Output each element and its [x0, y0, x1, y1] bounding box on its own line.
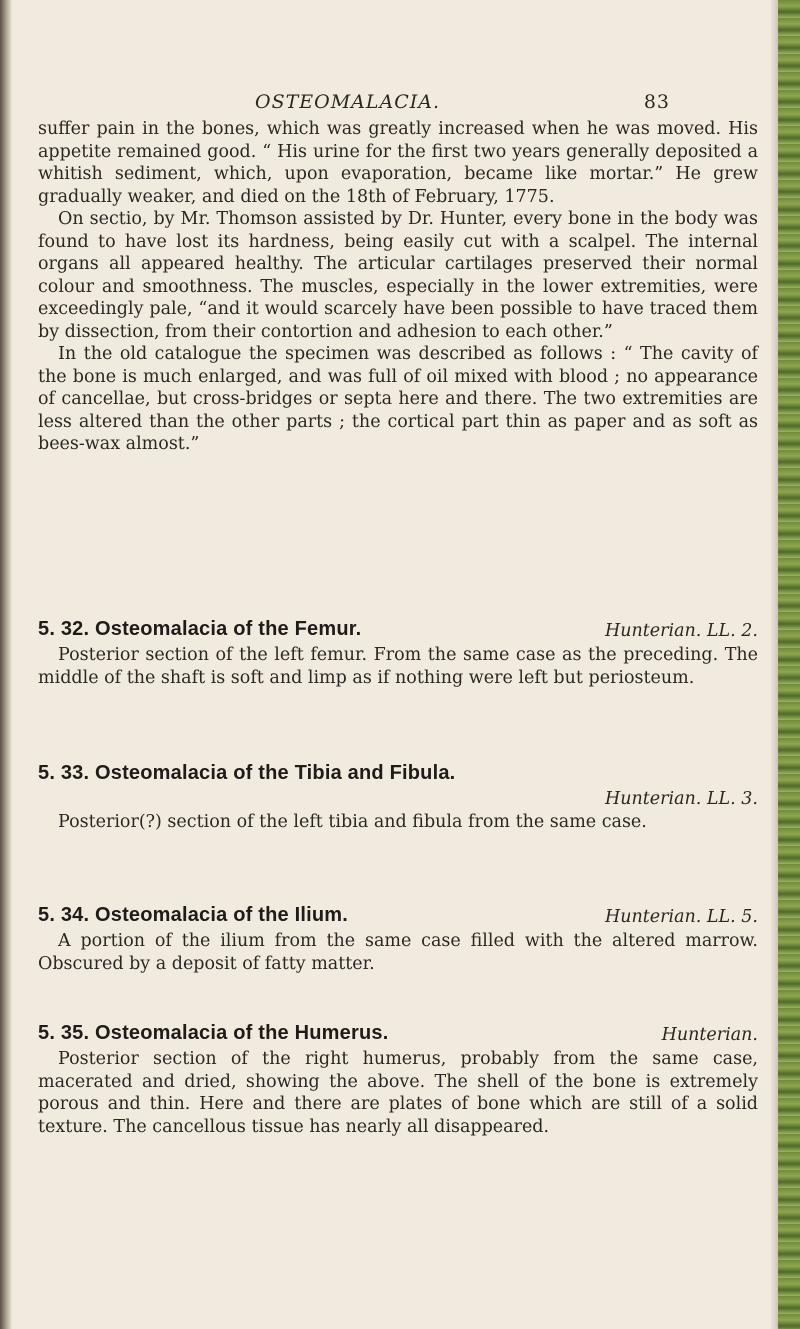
specimen-heading: 5. 34. Osteomalacia of the Ilium. — [38, 904, 349, 926]
paragraph: On sectio, by Mr. Thomson assisted by Dr. Hunter, every bone in the body was found to have lost its hardness, being easily cut with a scalpel. The internal organs all appeared healthy. The articular cartilages preserved their normal colour and smoothness. The muscles, especially in the lower extremities, were exceedingly pale, “and it would scarcely have been possible to have traced them by dissection, from their contortion and adhesion to each other.” — [38, 209, 758, 342]
specimen-entry — [38, 1022, 758, 1138]
paragraph: In the old catalogue the specimen was described as follows : “ The cavity of the bone is much enlarged, and was full of oil mixed with blood ; no appearance of cancellae, but cross-bridges or septa here and there. The two extremities are less altered than the other parts ; the cortical part thin as paper and as soft as bees-wax almost.” — [38, 344, 758, 454]
body-text — [38, 118, 758, 456]
page-header — [250, 86, 670, 116]
paragraph: suffer pain in the bones, which was greatly increased when he was moved. His appetite remained good. “ His urine for the first two years generally deposited a whitish sediment, which, upon evaporation, became like mortar.” He grew gradually weaker, and died on the 18th of February, 1775. — [38, 119, 758, 207]
specimen-reference: Hunterian. — [661, 1025, 758, 1045]
specimen-description: A portion of the ilium from the same case filled with the altered marrow. Obscured by a deposit of fatty matter. — [38, 931, 758, 974]
specimen-description: Posterior section of the right humerus, probably from the same case, macerated and dried, showing the above. The shell of the bone is extremely porous and thin. Here and there are plates of bone which are still of a solid texture. The cancellous tissue has nearly all disappeared. — [38, 1049, 758, 1137]
specimen-entry — [38, 618, 758, 689]
specimen-heading: 5. 32. Osteomalacia of the Femur. — [38, 618, 362, 640]
specimen-description: Posterior section of the left femur. From the same case as the preceding. The middle of the shaft is soft and limp as if nothing were left but periosteum. — [38, 645, 758, 688]
specimen-entry — [38, 904, 758, 975]
specimen-reference: Hunterian. LL. 5. — [604, 907, 758, 927]
specimen-reference: Hunterian. LL. 3. — [604, 789, 758, 809]
running-title: OSTEOMALACIA. — [255, 91, 441, 113]
specimen-description: Posterior(?) section of the left tibia and fibula from the same case. — [58, 811, 647, 832]
page-number: 83 — [643, 91, 670, 113]
specimen-heading: 5. 35. Osteomalacia of the Humerus. — [38, 1022, 389, 1044]
specimen-reference: Hunterian. LL. 2. — [604, 621, 758, 641]
specimen-heading: 5. 33. Osteomalacia of the Tibia and Fibula. — [38, 762, 456, 784]
specimen-entry — [38, 762, 758, 833]
